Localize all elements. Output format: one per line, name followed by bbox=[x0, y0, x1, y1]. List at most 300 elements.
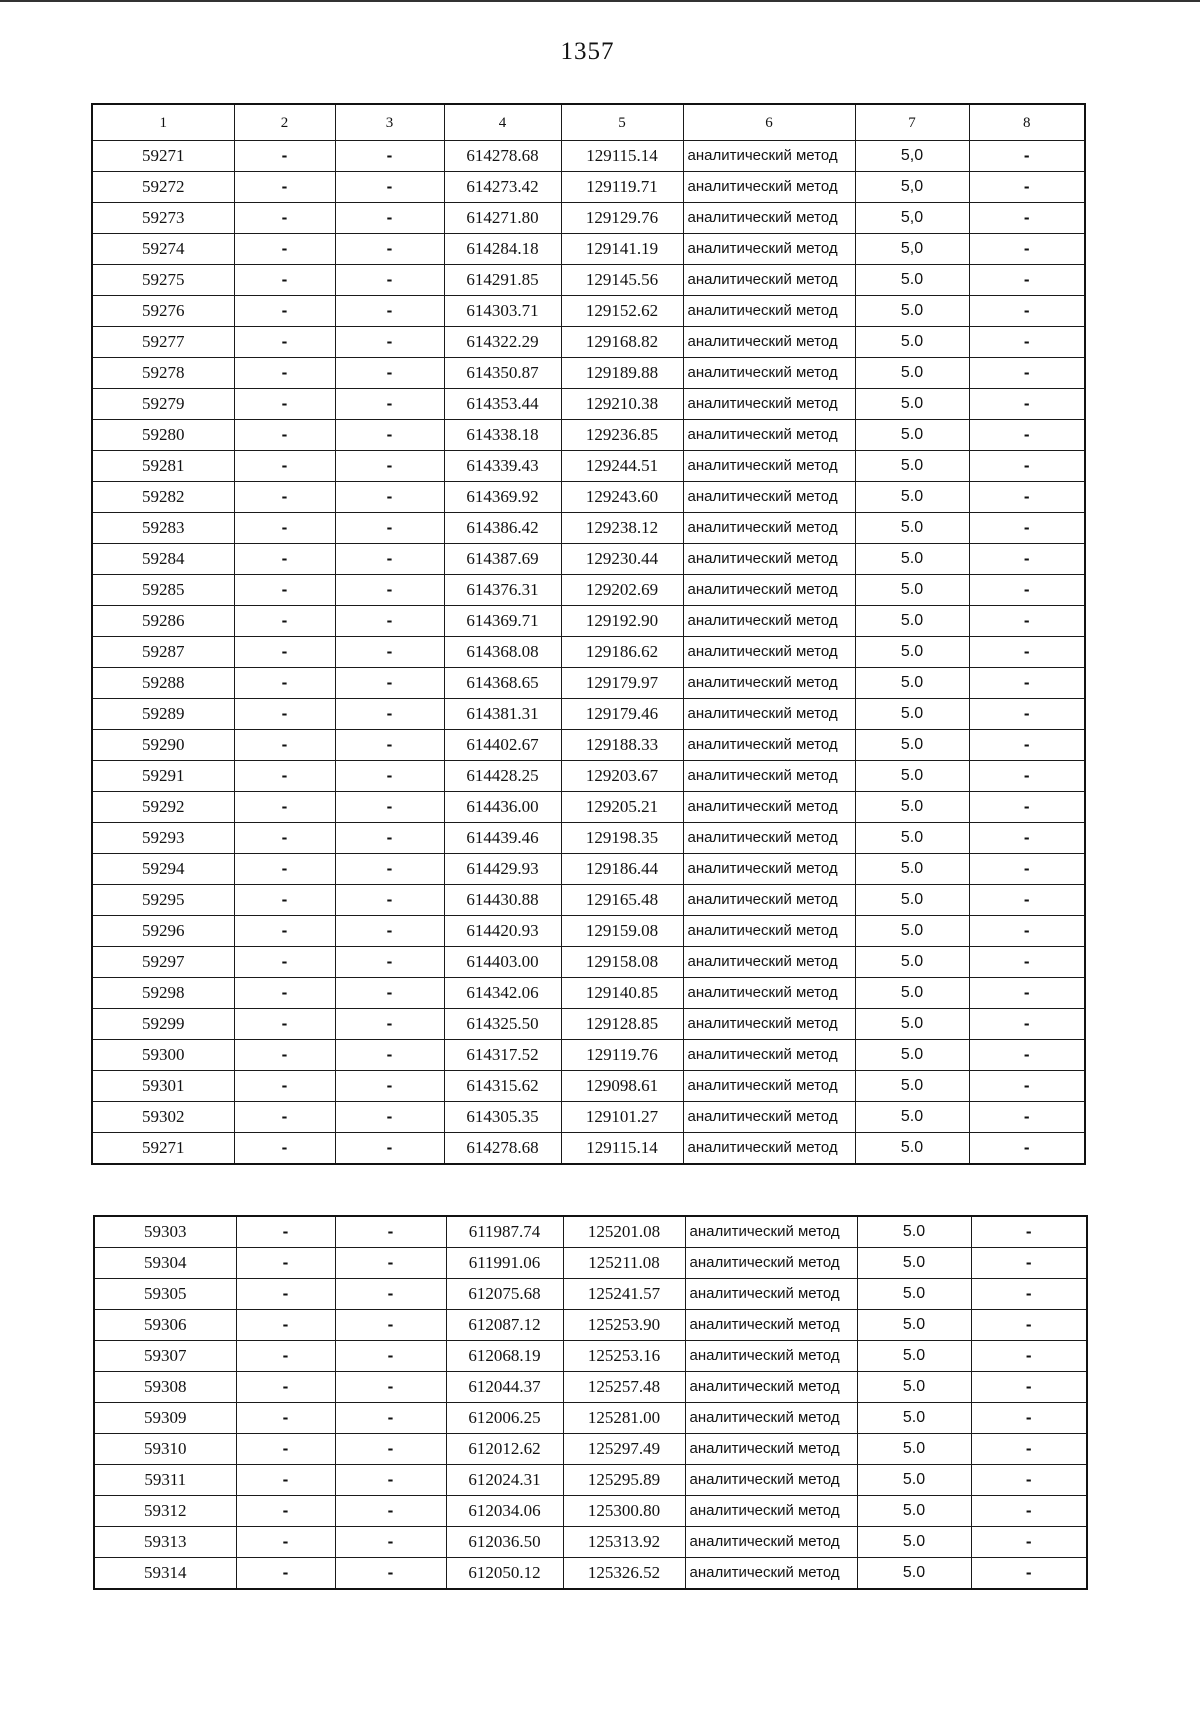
method-cell: аналитический метод bbox=[685, 1341, 857, 1372]
accuracy-cell: 5.0 bbox=[857, 1403, 971, 1434]
y-coordinate-cell: 129198.35 bbox=[561, 823, 683, 854]
x-coordinate-cell: 612024.31 bbox=[446, 1465, 563, 1496]
x-coordinate-cell: 614284.18 bbox=[444, 234, 561, 265]
y-coordinate-cell: 129168.82 bbox=[561, 327, 683, 358]
table-row bbox=[92, 203, 1085, 234]
table-row bbox=[92, 854, 1085, 885]
table-row bbox=[92, 792, 1085, 823]
col-3-cell: - bbox=[335, 265, 444, 296]
x-coordinate-cell: 614338.18 bbox=[444, 420, 561, 451]
y-coordinate-cell: 129140.85 bbox=[561, 978, 683, 1009]
method-cell: аналитический метод bbox=[683, 916, 855, 947]
y-coordinate-cell: 129115.14 bbox=[561, 1133, 683, 1165]
table-row bbox=[92, 885, 1085, 916]
method-cell: аналитический метод bbox=[683, 234, 855, 265]
accuracy-cell: 5.0 bbox=[857, 1248, 971, 1279]
col-2-cell: - bbox=[234, 544, 335, 575]
x-coordinate-cell: 614322.29 bbox=[444, 327, 561, 358]
y-coordinate-cell: 129179.46 bbox=[561, 699, 683, 730]
col-3-cell: - bbox=[335, 854, 444, 885]
col-8-cell: - bbox=[971, 1465, 1087, 1496]
accuracy-cell: 5.0 bbox=[855, 389, 969, 420]
col-2-cell: - bbox=[234, 451, 335, 482]
point-number-cell: 59312 bbox=[94, 1496, 236, 1527]
y-coordinate-cell: 129189.88 bbox=[561, 358, 683, 389]
accuracy-cell: 5.0 bbox=[855, 451, 969, 482]
x-coordinate-cell: 614342.06 bbox=[444, 978, 561, 1009]
col-2-cell: - bbox=[234, 761, 335, 792]
method-cell: аналитический метод bbox=[683, 792, 855, 823]
accuracy-cell: 5.0 bbox=[857, 1527, 971, 1558]
col-3-cell: - bbox=[335, 544, 444, 575]
table-row bbox=[94, 1434, 1087, 1465]
table-row bbox=[92, 513, 1085, 544]
table-row bbox=[92, 172, 1085, 203]
col-3-cell: - bbox=[335, 1216, 446, 1248]
point-number-cell: 59271 bbox=[92, 1133, 234, 1165]
table-row bbox=[94, 1341, 1087, 1372]
col-2-cell: - bbox=[234, 482, 335, 513]
col-8-cell: - bbox=[969, 947, 1085, 978]
point-number-cell: 59299 bbox=[92, 1009, 234, 1040]
accuracy-cell: 5.0 bbox=[857, 1558, 971, 1590]
col-2-cell: - bbox=[236, 1558, 335, 1590]
y-coordinate-cell: 129158.08 bbox=[561, 947, 683, 978]
method-cell: аналитический метод bbox=[683, 544, 855, 575]
table-row bbox=[92, 389, 1085, 420]
table-row bbox=[92, 141, 1085, 172]
col-3-cell: - bbox=[335, 947, 444, 978]
coordinates-table-1 bbox=[91, 103, 1086, 1165]
col-3-cell: - bbox=[335, 606, 444, 637]
col-2-cell: - bbox=[234, 141, 335, 172]
col-3-cell: - bbox=[335, 637, 444, 668]
col-3-cell: - bbox=[335, 1133, 444, 1165]
accuracy-cell: 5.0 bbox=[855, 513, 969, 544]
col-2-cell: - bbox=[234, 1133, 335, 1165]
accuracy-cell: 5.0 bbox=[855, 296, 969, 327]
point-number-cell: 59305 bbox=[94, 1279, 236, 1310]
col-2-cell: - bbox=[236, 1372, 335, 1403]
accuracy-cell: 5.0 bbox=[855, 358, 969, 389]
col-3-cell: - bbox=[335, 1279, 446, 1310]
col-3-cell: - bbox=[335, 172, 444, 203]
x-coordinate-cell: 614317.52 bbox=[444, 1040, 561, 1071]
table-header-row bbox=[92, 104, 1085, 141]
point-number-cell: 59285 bbox=[92, 575, 234, 606]
point-number-cell: 59300 bbox=[92, 1040, 234, 1071]
y-coordinate-cell: 129203.67 bbox=[561, 761, 683, 792]
col-8-cell: - bbox=[971, 1341, 1087, 1372]
col-8-cell: - bbox=[969, 1009, 1085, 1040]
col-2-cell: - bbox=[234, 699, 335, 730]
method-cell: аналитический метод bbox=[683, 141, 855, 172]
y-coordinate-cell: 125253.16 bbox=[563, 1341, 685, 1372]
col-8-cell: - bbox=[969, 575, 1085, 606]
col-8-cell: - bbox=[969, 1040, 1085, 1071]
col-2-cell: - bbox=[236, 1248, 335, 1279]
col-8-cell: - bbox=[971, 1310, 1087, 1341]
x-coordinate-cell: 614315.62 bbox=[444, 1071, 561, 1102]
table-row bbox=[92, 637, 1085, 668]
method-cell: аналитический метод bbox=[683, 327, 855, 358]
x-coordinate-cell: 614429.93 bbox=[444, 854, 561, 885]
col-3-cell: - bbox=[335, 203, 444, 234]
table-row bbox=[94, 1279, 1087, 1310]
accuracy-cell: 5.0 bbox=[857, 1279, 971, 1310]
col-8-cell: - bbox=[971, 1216, 1087, 1248]
col-3-cell: - bbox=[335, 1341, 446, 1372]
coordinates-table-2 bbox=[93, 1215, 1088, 1590]
method-cell: аналитический метод bbox=[683, 637, 855, 668]
col-3-cell: - bbox=[335, 885, 444, 916]
method-cell: аналитический метод bbox=[683, 823, 855, 854]
method-cell: аналитический метод bbox=[683, 730, 855, 761]
x-coordinate-cell: 611987.74 bbox=[446, 1216, 563, 1248]
col-3-cell: - bbox=[335, 916, 444, 947]
method-cell: аналитический метод bbox=[683, 482, 855, 513]
col-2-cell: - bbox=[236, 1216, 335, 1248]
y-coordinate-cell: 125241.57 bbox=[563, 1279, 685, 1310]
table-row bbox=[92, 575, 1085, 606]
method-cell: аналитический метод bbox=[683, 606, 855, 637]
table-row bbox=[92, 761, 1085, 792]
method-cell: аналитический метод bbox=[683, 947, 855, 978]
point-number-cell: 59271 bbox=[92, 141, 234, 172]
col-2-cell: - bbox=[236, 1434, 335, 1465]
table-row bbox=[92, 823, 1085, 854]
col-2-cell: - bbox=[234, 203, 335, 234]
table-row bbox=[92, 1133, 1085, 1165]
accuracy-cell: 5,0 bbox=[855, 172, 969, 203]
col-8-cell: - bbox=[969, 637, 1085, 668]
point-number-cell: 59276 bbox=[92, 296, 234, 327]
point-number-cell: 59301 bbox=[92, 1071, 234, 1102]
col-2-cell: - bbox=[234, 916, 335, 947]
method-cell: аналитический метод bbox=[683, 575, 855, 606]
accuracy-cell: 5.0 bbox=[855, 265, 969, 296]
y-coordinate-cell: 129236.85 bbox=[561, 420, 683, 451]
table-row bbox=[92, 1102, 1085, 1133]
method-cell: аналитический метод bbox=[685, 1279, 857, 1310]
col-8-cell: - bbox=[969, 513, 1085, 544]
x-coordinate-cell: 614325.50 bbox=[444, 1009, 561, 1040]
header-cell-7: 7 bbox=[855, 104, 969, 141]
method-cell: аналитический метод bbox=[685, 1248, 857, 1279]
table-row bbox=[92, 420, 1085, 451]
x-coordinate-cell: 614430.88 bbox=[444, 885, 561, 916]
accuracy-cell: 5.0 bbox=[855, 637, 969, 668]
col-8-cell: - bbox=[969, 203, 1085, 234]
header-cell-1: 1 bbox=[92, 104, 234, 141]
table-row bbox=[92, 358, 1085, 389]
point-number-cell: 59306 bbox=[94, 1310, 236, 1341]
col-2-cell: - bbox=[234, 420, 335, 451]
y-coordinate-cell: 125313.92 bbox=[563, 1527, 685, 1558]
col-8-cell: - bbox=[969, 761, 1085, 792]
point-number-cell: 59278 bbox=[92, 358, 234, 389]
col-8-cell: - bbox=[969, 1071, 1085, 1102]
point-number-cell: 59286 bbox=[92, 606, 234, 637]
accuracy-cell: 5.0 bbox=[857, 1465, 971, 1496]
table-row bbox=[94, 1465, 1087, 1496]
point-number-cell: 59282 bbox=[92, 482, 234, 513]
y-coordinate-cell: 125253.90 bbox=[563, 1310, 685, 1341]
method-cell: аналитический метод bbox=[685, 1434, 857, 1465]
col-3-cell: - bbox=[335, 234, 444, 265]
col-2-cell: - bbox=[234, 668, 335, 699]
point-number-cell: 59284 bbox=[92, 544, 234, 575]
x-coordinate-cell: 614428.25 bbox=[444, 761, 561, 792]
y-coordinate-cell: 129230.44 bbox=[561, 544, 683, 575]
table-row bbox=[94, 1527, 1087, 1558]
point-number-cell: 59290 bbox=[92, 730, 234, 761]
col-2-cell: - bbox=[234, 1009, 335, 1040]
point-number-cell: 59298 bbox=[92, 978, 234, 1009]
accuracy-cell: 5.0 bbox=[855, 1071, 969, 1102]
method-cell: аналитический метод bbox=[683, 451, 855, 482]
col-2-cell: - bbox=[234, 947, 335, 978]
col-3-cell: - bbox=[335, 1071, 444, 1102]
accuracy-cell: 5,0 bbox=[855, 234, 969, 265]
accuracy-cell: 5.0 bbox=[857, 1434, 971, 1465]
method-cell: аналитический метод bbox=[683, 513, 855, 544]
method-cell: аналитический метод bbox=[683, 699, 855, 730]
header-cell-8: 8 bbox=[969, 104, 1085, 141]
col-2-cell: - bbox=[234, 265, 335, 296]
x-coordinate-cell: 614402.67 bbox=[444, 730, 561, 761]
y-coordinate-cell: 129244.51 bbox=[561, 451, 683, 482]
table-row bbox=[94, 1216, 1087, 1248]
col-3-cell: - bbox=[335, 1434, 446, 1465]
x-coordinate-cell: 612012.62 bbox=[446, 1434, 563, 1465]
method-cell: аналитический метод bbox=[685, 1372, 857, 1403]
point-number-cell: 59296 bbox=[92, 916, 234, 947]
col-8-cell: - bbox=[969, 141, 1085, 172]
col-2-cell: - bbox=[234, 978, 335, 1009]
accuracy-cell: 5.0 bbox=[855, 916, 969, 947]
method-cell: аналитический метод bbox=[683, 854, 855, 885]
col-2-cell: - bbox=[236, 1496, 335, 1527]
col-2-cell: - bbox=[234, 358, 335, 389]
point-number-cell: 59275 bbox=[92, 265, 234, 296]
y-coordinate-cell: 129152.62 bbox=[561, 296, 683, 327]
table-row bbox=[94, 1496, 1087, 1527]
y-coordinate-cell: 129119.71 bbox=[561, 172, 683, 203]
table-row bbox=[92, 265, 1085, 296]
method-cell: аналитический метод bbox=[683, 420, 855, 451]
col-3-cell: - bbox=[335, 482, 444, 513]
col-2-cell: - bbox=[234, 327, 335, 358]
method-cell: аналитический метод bbox=[683, 389, 855, 420]
col-8-cell: - bbox=[971, 1403, 1087, 1434]
y-coordinate-cell: 129202.69 bbox=[561, 575, 683, 606]
col-3-cell: - bbox=[335, 1248, 446, 1279]
method-cell: аналитический метод bbox=[683, 1009, 855, 1040]
table-row bbox=[92, 544, 1085, 575]
x-coordinate-cell: 614305.35 bbox=[444, 1102, 561, 1133]
table-row bbox=[92, 1071, 1085, 1102]
y-coordinate-cell: 129128.85 bbox=[561, 1009, 683, 1040]
col-8-cell: - bbox=[969, 451, 1085, 482]
col-8-cell: - bbox=[969, 420, 1085, 451]
header-cell-4: 4 bbox=[444, 104, 561, 141]
col-2-cell: - bbox=[236, 1465, 335, 1496]
accuracy-cell: 5.0 bbox=[857, 1310, 971, 1341]
point-number-cell: 59274 bbox=[92, 234, 234, 265]
page-number: 1357 bbox=[560, 38, 615, 65]
accuracy-cell: 5.0 bbox=[857, 1341, 971, 1372]
method-cell: аналитический метод bbox=[683, 885, 855, 916]
table-row bbox=[92, 327, 1085, 358]
x-coordinate-cell: 614376.31 bbox=[444, 575, 561, 606]
col-3-cell: - bbox=[335, 420, 444, 451]
x-coordinate-cell: 614387.69 bbox=[444, 544, 561, 575]
col-8-cell: - bbox=[971, 1558, 1087, 1590]
col-2-cell: - bbox=[236, 1279, 335, 1310]
col-3-cell: - bbox=[335, 389, 444, 420]
col-8-cell: - bbox=[969, 234, 1085, 265]
y-coordinate-cell: 125297.49 bbox=[563, 1434, 685, 1465]
point-number-cell: 59289 bbox=[92, 699, 234, 730]
table-row bbox=[92, 947, 1085, 978]
method-cell: аналитический метод bbox=[683, 296, 855, 327]
x-coordinate-cell: 614368.08 bbox=[444, 637, 561, 668]
col-8-cell: - bbox=[969, 854, 1085, 885]
x-coordinate-cell: 612068.19 bbox=[446, 1341, 563, 1372]
point-number-cell: 59314 bbox=[94, 1558, 236, 1590]
y-coordinate-cell: 129210.38 bbox=[561, 389, 683, 420]
y-coordinate-cell: 129188.33 bbox=[561, 730, 683, 761]
accuracy-cell: 5.0 bbox=[855, 668, 969, 699]
point-number-cell: 59292 bbox=[92, 792, 234, 823]
col-8-cell: - bbox=[969, 1133, 1085, 1165]
col-3-cell: - bbox=[335, 358, 444, 389]
col-8-cell: - bbox=[969, 172, 1085, 203]
col-2-cell: - bbox=[234, 389, 335, 420]
col-3-cell: - bbox=[335, 141, 444, 172]
col-2-cell: - bbox=[234, 172, 335, 203]
y-coordinate-cell: 125326.52 bbox=[563, 1558, 685, 1590]
col-8-cell: - bbox=[969, 699, 1085, 730]
x-coordinate-cell: 612006.25 bbox=[446, 1403, 563, 1434]
accuracy-cell: 5.0 bbox=[855, 1009, 969, 1040]
col-3-cell: - bbox=[335, 1403, 446, 1434]
col-2-cell: - bbox=[234, 637, 335, 668]
col-2-cell: - bbox=[234, 1102, 335, 1133]
x-coordinate-cell: 612044.37 bbox=[446, 1372, 563, 1403]
accuracy-cell: 5.0 bbox=[855, 699, 969, 730]
table-row bbox=[94, 1372, 1087, 1403]
point-number-cell: 59281 bbox=[92, 451, 234, 482]
y-coordinate-cell: 125300.80 bbox=[563, 1496, 685, 1527]
accuracy-cell: 5.0 bbox=[855, 1133, 969, 1165]
col-8-cell: - bbox=[969, 916, 1085, 947]
method-cell: аналитический метод bbox=[685, 1216, 857, 1248]
table-row bbox=[92, 234, 1085, 265]
table-row bbox=[92, 668, 1085, 699]
col-2-cell: - bbox=[234, 823, 335, 854]
method-cell: аналитический метод bbox=[683, 1040, 855, 1071]
y-coordinate-cell: 129159.08 bbox=[561, 916, 683, 947]
point-number-cell: 59307 bbox=[94, 1341, 236, 1372]
table-row bbox=[94, 1248, 1087, 1279]
table-row bbox=[92, 296, 1085, 327]
point-number-cell: 59309 bbox=[94, 1403, 236, 1434]
col-2-cell: - bbox=[234, 513, 335, 544]
method-cell: аналитический метод bbox=[685, 1558, 857, 1590]
accuracy-cell: 5.0 bbox=[855, 730, 969, 761]
table-row bbox=[92, 606, 1085, 637]
point-number-cell: 59302 bbox=[92, 1102, 234, 1133]
col-2-cell: - bbox=[234, 854, 335, 885]
x-coordinate-cell: 614278.68 bbox=[444, 1133, 561, 1165]
x-coordinate-cell: 614278.68 bbox=[444, 141, 561, 172]
col-8-cell: - bbox=[969, 792, 1085, 823]
x-coordinate-cell: 614403.00 bbox=[444, 947, 561, 978]
x-coordinate-cell: 614369.92 bbox=[444, 482, 561, 513]
x-coordinate-cell: 614368.65 bbox=[444, 668, 561, 699]
y-coordinate-cell: 129243.60 bbox=[561, 482, 683, 513]
col-8-cell: - bbox=[969, 327, 1085, 358]
header-cell-2: 2 bbox=[234, 104, 335, 141]
point-number-cell: 59313 bbox=[94, 1527, 236, 1558]
header-cell-6: 6 bbox=[683, 104, 855, 141]
accuracy-cell: 5,0 bbox=[855, 203, 969, 234]
col-3-cell: - bbox=[335, 575, 444, 606]
method-cell: аналитический метод bbox=[683, 668, 855, 699]
accuracy-cell: 5.0 bbox=[855, 792, 969, 823]
col-2-cell: - bbox=[236, 1527, 335, 1558]
x-coordinate-cell: 614436.00 bbox=[444, 792, 561, 823]
method-cell: аналитический метод bbox=[685, 1527, 857, 1558]
y-coordinate-cell: 129129.76 bbox=[561, 203, 683, 234]
top-border-line bbox=[0, 0, 1200, 2]
x-coordinate-cell: 614273.42 bbox=[444, 172, 561, 203]
accuracy-cell: 5.0 bbox=[855, 823, 969, 854]
x-coordinate-cell: 611991.06 bbox=[446, 1248, 563, 1279]
col-3-cell: - bbox=[335, 1310, 446, 1341]
col-3-cell: - bbox=[335, 1009, 444, 1040]
x-coordinate-cell: 614291.85 bbox=[444, 265, 561, 296]
y-coordinate-cell: 129141.19 bbox=[561, 234, 683, 265]
accuracy-cell: 5.0 bbox=[855, 854, 969, 885]
table-row bbox=[92, 916, 1085, 947]
col-8-cell: - bbox=[969, 544, 1085, 575]
accuracy-cell: 5.0 bbox=[857, 1216, 971, 1248]
accuracy-cell: 5.0 bbox=[855, 885, 969, 916]
point-number-cell: 59311 bbox=[94, 1465, 236, 1496]
point-number-cell: 59308 bbox=[94, 1372, 236, 1403]
y-coordinate-cell: 129165.48 bbox=[561, 885, 683, 916]
point-number-cell: 59272 bbox=[92, 172, 234, 203]
accuracy-cell: 5.0 bbox=[857, 1496, 971, 1527]
table-row bbox=[92, 978, 1085, 1009]
accuracy-cell: 5.0 bbox=[855, 761, 969, 792]
method-cell: аналитический метод bbox=[683, 358, 855, 389]
y-coordinate-cell: 125257.48 bbox=[563, 1372, 685, 1403]
point-number-cell: 59293 bbox=[92, 823, 234, 854]
point-number-cell: 59288 bbox=[92, 668, 234, 699]
y-coordinate-cell: 129238.12 bbox=[561, 513, 683, 544]
y-coordinate-cell: 129192.90 bbox=[561, 606, 683, 637]
table-row bbox=[92, 730, 1085, 761]
col-2-cell: - bbox=[236, 1310, 335, 1341]
col-3-cell: - bbox=[335, 1558, 446, 1590]
method-cell: аналитический метод bbox=[685, 1496, 857, 1527]
point-number-cell: 59310 bbox=[94, 1434, 236, 1465]
y-coordinate-cell: 129115.14 bbox=[561, 141, 683, 172]
